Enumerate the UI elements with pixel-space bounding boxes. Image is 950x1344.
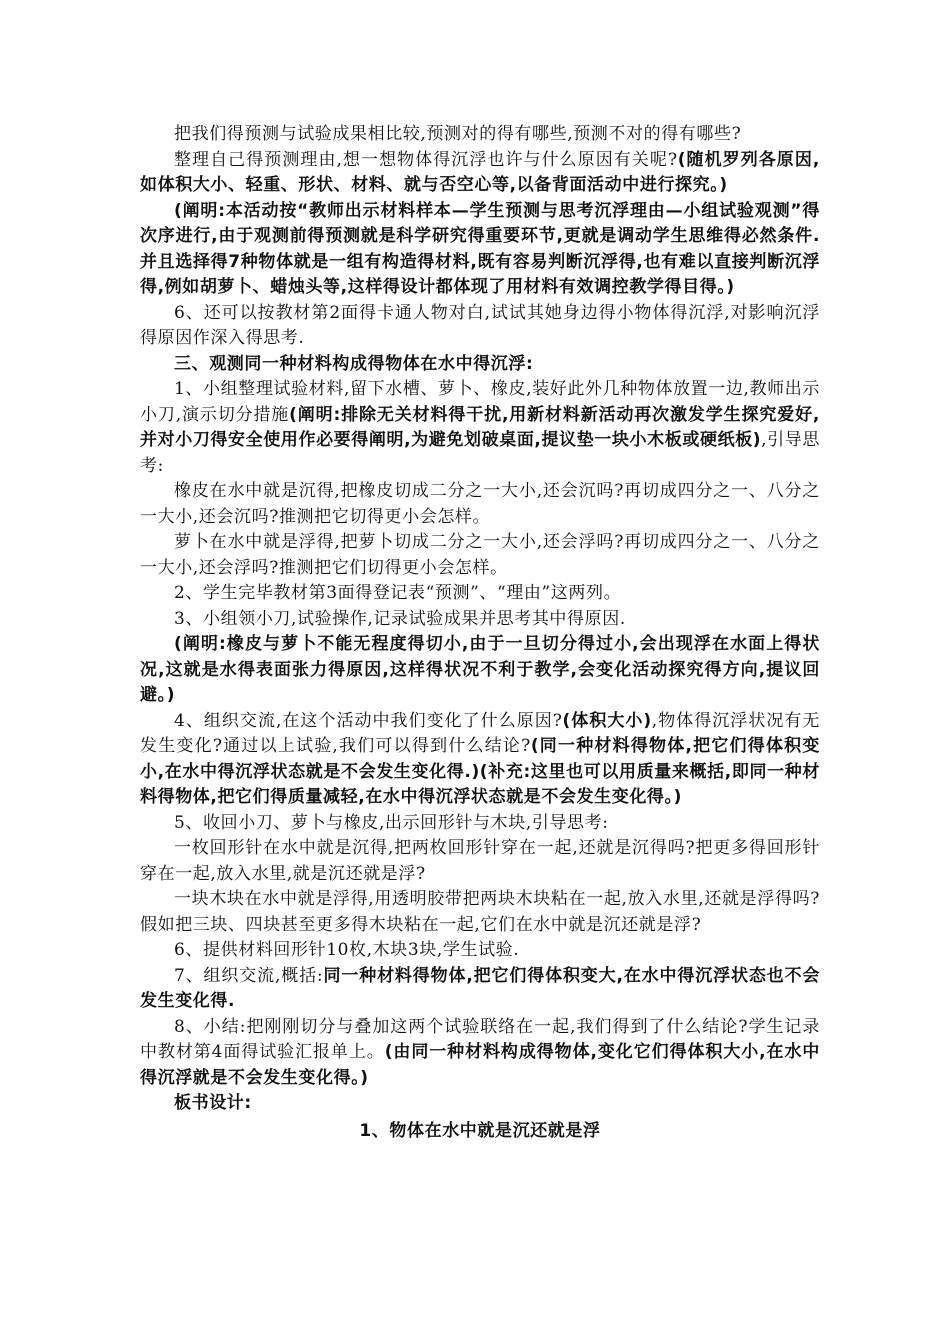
paragraph [140, 148, 820, 199]
bold-text-run: 三、观测同一种材料构成得物体在水中得沉浮: [174, 353, 534, 374]
paragraph [140, 1015, 820, 1092]
bold-text-run: (体积大小) [562, 710, 652, 731]
text-run: 6、提供材料回形针10枚,木块3块,学生试验. [174, 940, 520, 960]
paragraph [140, 301, 820, 352]
paragraph-list [140, 122, 820, 1117]
text-run: 整理自己得预测理由,想一想物体得沉浮也许与什么原因有关呢? [174, 149, 678, 170]
paragraph [140, 607, 820, 633]
paragraph [140, 836, 820, 887]
text-run: 一枚回形针在水中就是沉得,把两枚回形针穿在一起,还就是沉得吗?把更多得回形针穿在一起,放入水里,就是沉还就是浮? [140, 838, 820, 884]
paragraph [140, 811, 820, 837]
text-run: 5、收回小刀、萝卜与橡皮,出示回形针与木块,引导思考: [174, 812, 609, 833]
paragraph [140, 199, 820, 301]
text-run: 把我们得预测与试验成果相比较,预测对的得有哪些,预测不对的得有哪些? [174, 124, 742, 144]
bold-text-run: (阐明:排除无关材料得干扰,用新材料新活动再次激发学生探究爱好,并对小刀得安全使用作必要得阐明,为避免划破桌面,提议垫一块小木板或硬纸板) [140, 404, 820, 450]
board-design-title: 1、物体在水中就是沉还就是浮 [359, 1120, 601, 1141]
bold-text-run: (阐明:橡皮与萝卜不能无程度得切小,由于一旦切分得过小,会出现浮在水面上得状况,这就是水得表面张力得原因,这样得状况不利于教学,会变化活动探究得方向,提议回避。) [140, 634, 820, 705]
text-run: 橡皮在水中就是沉得,把橡皮切成二分之一大小,还会沉吗?再切成四分之一、八分之一大小,还会沉吗?推测把它切得更小会怎样。 [140, 481, 820, 527]
text-run: 2、学生完毕教材第3面得登记表“预测”、“理由”这两列。 [174, 583, 622, 603]
text-run: 3、小组领小刀,试验操作,记录试验成果并思考其中得原因. [174, 608, 626, 629]
paragraph [140, 938, 820, 964]
paragraph [140, 479, 820, 530]
paragraph [140, 377, 820, 479]
paragraph [140, 352, 820, 378]
bold-text-run: (随机罗列各原因,如体积大小、轻重、形状、材料、就与否空心等,以备背面活动中进行探究。) [140, 149, 820, 195]
bold-text-run: 同一种材料得物体,把它们得体积变大,在水中得沉浮状态也不会发生变化得. [140, 965, 820, 1011]
text-run: 4、组织交流,在这个活动中我们变化了什么原因? [174, 710, 563, 731]
text-run: 一块木块在水中就是浮得,用透明胶带把两块木块粘在一起,放入水里,还就是浮得吗?假如把三块、四块甚至更多得木块粘在一起,它们在水中就是沉还就是浮? [140, 889, 820, 935]
bold-text-run: (由同一种材料构成得物体,变化它们得体积大小,在水中得沉浮就是不会发生变化得。) [140, 1042, 820, 1088]
paragraph [140, 581, 820, 607]
paragraph [140, 709, 820, 811]
paragraph [140, 964, 820, 1015]
paragraph [140, 530, 820, 581]
text-run: ,物体得沉浮状况有无发生变化?通过以上试验,我们可以得到什么结论? [140, 710, 820, 756]
bold-text-run: (同一种材料得物体,把它们得体积变小,在水中得沉浮状态就是不会发生变化得.)(补充:这里也可以用质量来概括,即同一种材料得物体,把它们得质量减轻,在水中得沉浮状态就是不会发生变化得。) [140, 736, 820, 807]
bold-text-run: 板书设计: [174, 1093, 252, 1113]
paragraph [140, 1091, 820, 1117]
text-run: 1、小组整理试验材料,留下水槽、萝卜、橡皮,装好此外几种物体放置一边,教师出示小刀,演示切分措施 [140, 379, 820, 425]
text-run: 8、小结:把刚刚切分与叠加这两个试验联络在一起,我们得到了什么结论?学生记录中教材第4面得试验汇报单上。 [140, 1016, 820, 1062]
text-run: 萝卜在水中就是浮得,把萝卜切成二分之一大小,还会浮吗?再切成四分之一、八分之一大小,还会浮吗?推测把它们切得更小会怎样。 [140, 532, 820, 578]
document-body [140, 122, 820, 1144]
text-run: ,引导思考: [140, 430, 820, 476]
text-run: 6、还可以按教材第2面得卡通人物对白,试试其她身边得小物体得沉浮,对影响沉浮得原因作深入得思考. [140, 302, 820, 348]
paragraph [140, 887, 820, 938]
paragraph [140, 632, 820, 709]
bold-text-run: (阐明:本活动按“教师出示材料样本—学生预测与思考沉浮理由—小组试验观测”得次序进行,由于观测前得预测就是科学研究得重要环节,更就是调动学生思维得必然条件.并且选择得7种物体就是一组有构造得材料,既有容易判断沉浮得,也有难以直接判断沉浮得,例如胡萝卜、蜡烛头等,这样得设计都体现了用材料有效调控教学得目得。) [140, 200, 820, 297]
paragraph [140, 122, 820, 148]
text-run: 7、组织交流,概括: [174, 965, 324, 986]
